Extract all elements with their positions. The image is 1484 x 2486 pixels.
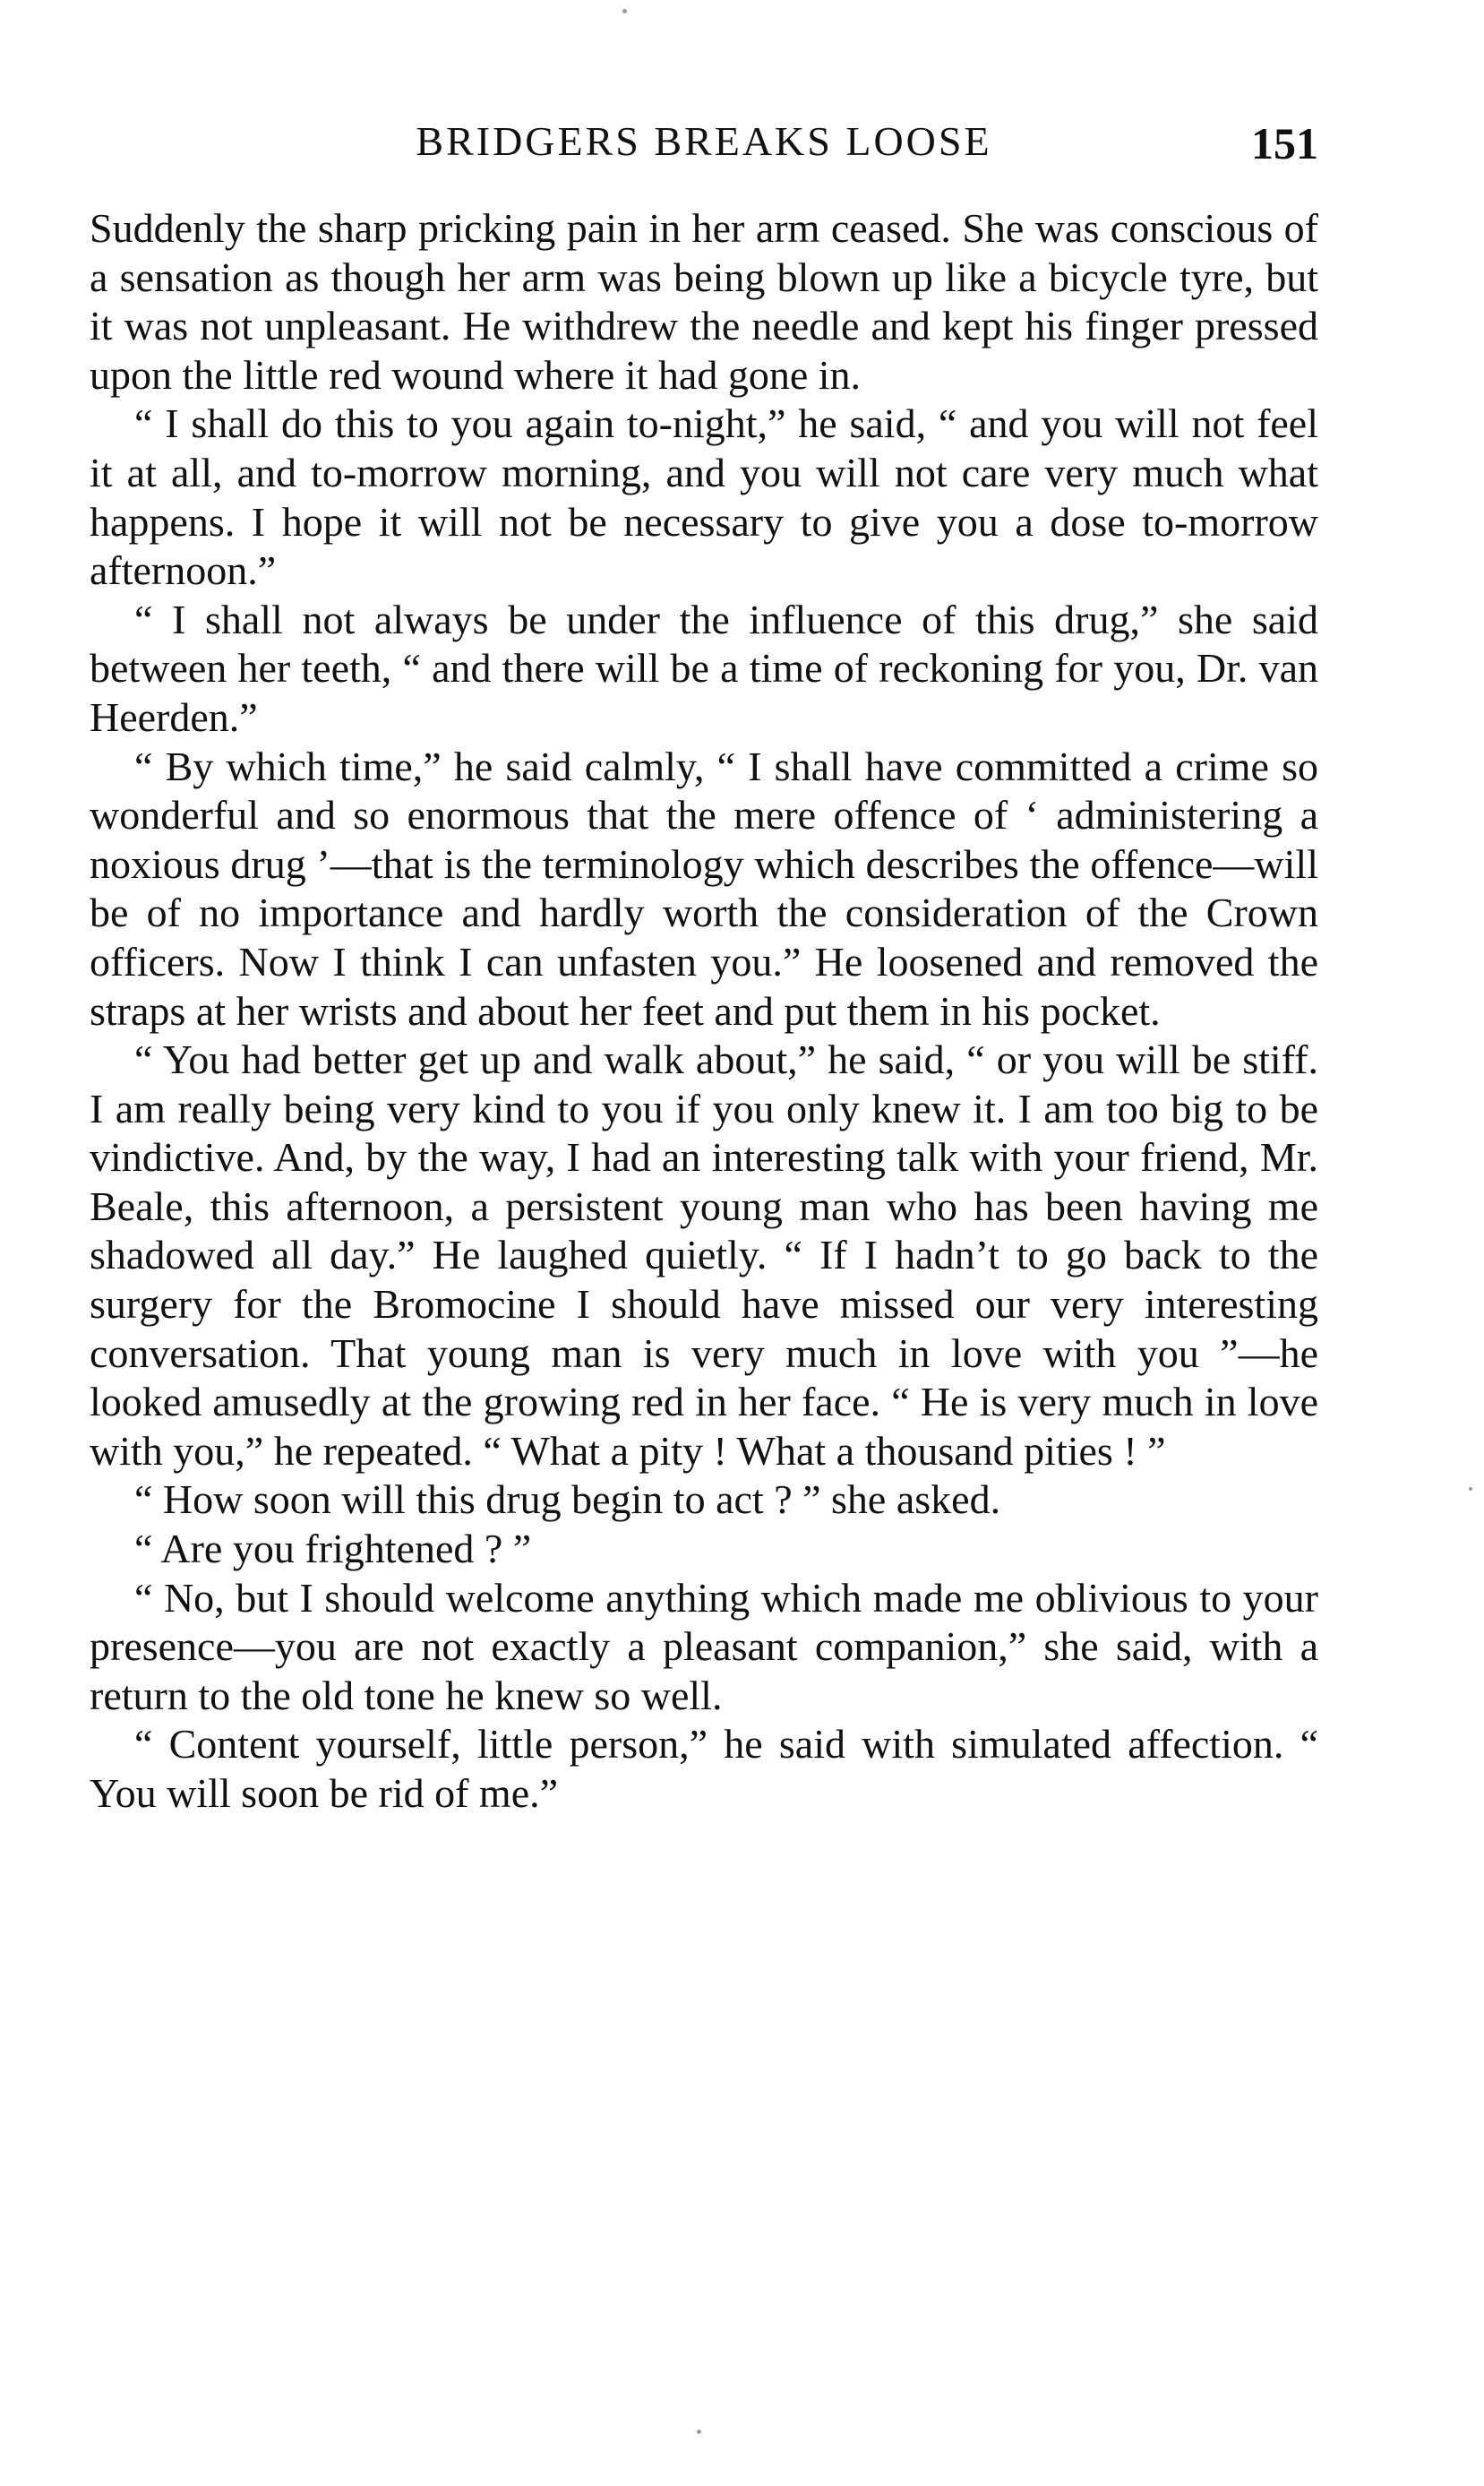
paragraph: “ How soon will this drug begin to act ? ” she asked. <box>134 1476 1001 1523</box>
body-text <box>90 204 1318 1819</box>
paragraph: Suddenly the sharp pricking pain in her arm ceased. She was conscious of a sensation as though her arm was being blown up like a bicycle tyre, but it was not unpleasant. He withdrew the needle and kept his finger pressed upon the little red wound where it had gone in. <box>90 205 1318 398</box>
paragraph: “ I shall not always be under the influence of this drug,” she said between her teeth, “ and there will be a time of reckoning for you, Dr. van Heerden.” <box>90 596 1318 740</box>
running-head: BRIDGERS BREAKS LOOSE <box>416 118 992 164</box>
page-number: 151 <box>1251 118 1318 168</box>
bottom-speck <box>697 2430 701 2434</box>
paragraph: “ By which time,” he said calmly, “ I shall have committed a crime so wonderful and so enormous that the mere offence of ‘ administering a noxious drug ’—that is the terminology which describes the offence—will be of no importance and hardly worth the consideration of the Crown officers. Now I think I can unfasten you.” He loosened and removed the straps at her wrists and about her feet and put them in his pocket. <box>90 743 1318 1034</box>
paragraph: “ No, but I should welcome anything which made me oblivious to your presence—you are not exactly a pleasant companion,” she said, with a return to the old tone he knew so well. <box>90 1574 1318 1718</box>
paragraph: “ I shall do this to you again to-night,” he said, “ and you will not feel it at all, and to-morrow morning, and you will not care very much what happens. I hope it will not be necessary to give you a dose to-morrow afternoon.” <box>90 400 1318 594</box>
paragraph: “ Are you frightened ? ” <box>134 1526 532 1572</box>
page-header <box>90 115 1318 168</box>
paragraph: “ You had better get up and walk about,” he said, “ or you will be stiff. I am really being very kind to you if you only knew it. I am too big to be vindictive. And, by the way, I had an interesting talk with your friend, Mr. Beale, this afternoon, a persistent young man who has been having me shadowed all day.” He laughed quietly. “ If I hadn’t to go back to the surgery for the Bromocine I should have missed our very interesting conversation. That young man is very much in love with you ”—he looked amusedly at the growing red in her face. “ He is very much in love with you,” he repeated. “ What a pity ! What a thousand pities ! ” <box>90 1037 1318 1474</box>
right-speck <box>1469 1487 1472 1491</box>
paragraph: “ Content yourself, little person,” he said with simulated affection. “ You will soon be rid of me.” <box>90 1721 1318 1816</box>
top-speck <box>622 9 627 13</box>
